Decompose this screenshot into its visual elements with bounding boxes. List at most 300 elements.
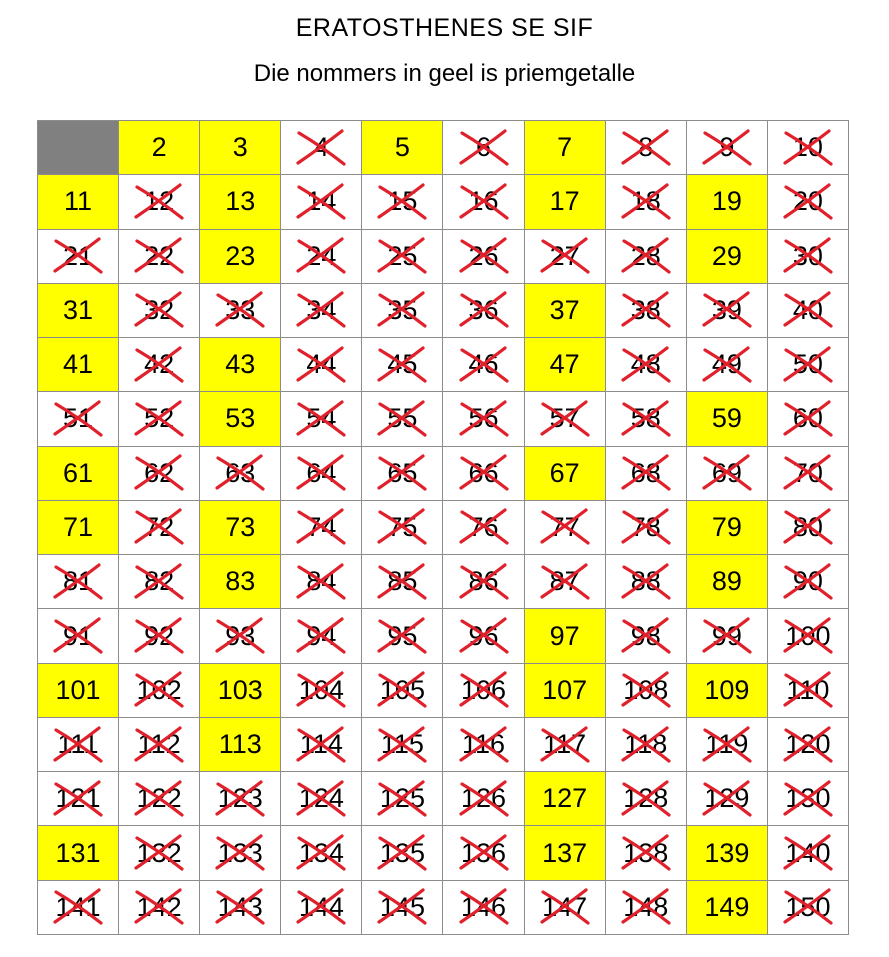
cell-number: 26	[468, 240, 499, 271]
grid-cell-crossed	[38, 555, 119, 609]
grid-cell-crossed	[362, 175, 443, 229]
cell-number: 74	[306, 511, 337, 542]
cell-number: 31	[63, 294, 94, 325]
cell-number: 116	[462, 729, 506, 760]
grid-cell-crossed	[362, 392, 443, 446]
cell-number: 125	[379, 783, 425, 814]
grid-cell-prime	[38, 284, 119, 338]
cell-number: 56	[468, 403, 499, 434]
cell-number: 143	[217, 891, 263, 922]
grid-cell-prime	[525, 121, 606, 175]
cell-number: 131	[55, 837, 101, 868]
grid-cell-crossed	[606, 230, 687, 284]
grid-cell-crossed	[606, 392, 687, 446]
cell-number: 73	[225, 511, 256, 542]
cell-number: 71	[63, 511, 94, 542]
cell-number: 34	[306, 294, 337, 325]
grid-cell-crossed	[443, 609, 524, 663]
cell-number: 115	[380, 729, 424, 760]
grid-cell-crossed	[687, 718, 768, 772]
grid-cell-crossed	[200, 772, 281, 826]
grid-cell-crossed	[281, 664, 362, 718]
grid-cell-crossed	[119, 826, 200, 880]
grid-cell-prime	[525, 664, 606, 718]
page-subtitle: Die nommers in geel is priemgetalle	[253, 60, 636, 87]
grid-cell-crossed	[119, 881, 200, 935]
cell-number: 67	[549, 457, 580, 488]
cell-number: 87	[549, 566, 580, 597]
grid-cell-crossed	[362, 826, 443, 880]
cell-number: 103	[217, 674, 263, 705]
cell-number: 36	[468, 294, 499, 325]
cell-number: 46	[468, 349, 499, 380]
cell-number: 81	[63, 566, 94, 597]
cell-number: 15	[387, 186, 418, 217]
cell-number: 85	[387, 566, 418, 597]
grid-cell-crossed	[768, 772, 849, 826]
grid-cell-prime	[687, 555, 768, 609]
cell-number: 49	[711, 349, 742, 380]
cell-number: 45	[387, 349, 418, 380]
cell-number: 3	[232, 132, 248, 163]
cell-number: 100	[785, 620, 831, 651]
cell-number: 141	[55, 891, 101, 922]
grid-cell-crossed	[443, 175, 524, 229]
grid-cell-crossed	[606, 447, 687, 501]
grid-cell-crossed	[768, 338, 849, 392]
grid-cell-blank	[38, 121, 119, 175]
cell-number: 105	[379, 674, 425, 705]
cell-number: 119	[705, 729, 749, 760]
cell-number: 47	[549, 349, 580, 380]
cell-number: 126	[461, 783, 507, 814]
grid-cell-prime	[200, 718, 281, 772]
cell-number: 139	[704, 837, 750, 868]
grid-cell-crossed	[606, 175, 687, 229]
grid-cell-crossed	[606, 338, 687, 392]
page-title: ERATOSTHENES SE SIF	[295, 14, 594, 42]
cell-number: 52	[144, 403, 175, 434]
grid-cell-crossed	[281, 609, 362, 663]
cell-number: 106	[461, 674, 507, 705]
grid-cell-crossed	[362, 664, 443, 718]
cell-number: 70	[792, 457, 823, 488]
grid-cell-crossed	[119, 501, 200, 555]
sieve-grid	[37, 120, 849, 935]
cell-number: 102	[136, 674, 182, 705]
cell-number: 2	[151, 132, 167, 163]
grid-cell-crossed	[606, 284, 687, 338]
grid-cell-crossed	[606, 826, 687, 880]
grid-cell-crossed	[119, 664, 200, 718]
grid-cell-prime	[687, 175, 768, 229]
cell-number: 30	[792, 240, 823, 271]
grid-cell-crossed	[606, 718, 687, 772]
cell-number: 90	[792, 566, 823, 597]
grid-cell-prime	[687, 392, 768, 446]
cell-number: 62	[144, 457, 175, 488]
grid-cell-crossed	[606, 609, 687, 663]
grid-cell-crossed	[443, 447, 524, 501]
cell-number: 148	[623, 891, 669, 922]
grid-cell-prime	[38, 175, 119, 229]
cell-number: 89	[711, 566, 742, 597]
cell-number: 136	[461, 837, 507, 868]
grid-cell-prime	[38, 826, 119, 880]
cell-number: 78	[630, 511, 661, 542]
cell-number: 16	[468, 186, 499, 217]
grid-cell-prime	[687, 826, 768, 880]
cell-number: 40	[792, 294, 823, 325]
grid-cell-prime	[200, 392, 281, 446]
grid-cell-prime	[200, 338, 281, 392]
cell-number: 19	[711, 186, 742, 217]
cell-number: 109	[704, 674, 750, 705]
cell-number: 41	[63, 349, 94, 380]
grid-cell-crossed	[687, 609, 768, 663]
grid-cell-crossed	[606, 555, 687, 609]
grid-cell-crossed	[200, 447, 281, 501]
grid-cell-prime	[525, 284, 606, 338]
grid-cell-prime	[362, 121, 443, 175]
grid-cell-crossed	[119, 555, 200, 609]
cell-number: 20	[792, 186, 823, 217]
cell-number: 114	[299, 729, 343, 760]
grid-cell-crossed	[525, 718, 606, 772]
cell-number: 117	[543, 729, 587, 760]
cell-number: 57	[549, 403, 580, 434]
cell-number: 7	[557, 132, 573, 163]
cell-number: 120	[785, 729, 831, 760]
cell-number: 5	[394, 132, 410, 163]
cell-number: 72	[144, 511, 175, 542]
cell-number: 111	[57, 729, 99, 760]
cell-number: 130	[785, 783, 831, 814]
cell-number: 60	[792, 403, 823, 434]
grid-cell-crossed	[362, 772, 443, 826]
grid-cell-crossed	[443, 121, 524, 175]
grid-cell-prime	[200, 230, 281, 284]
grid-cell-prime	[200, 501, 281, 555]
grid-cell-crossed	[687, 447, 768, 501]
grid-cell-crossed	[281, 772, 362, 826]
cell-number: 53	[225, 403, 256, 434]
cell-number: 138	[623, 837, 669, 868]
grid-cell-prime	[525, 772, 606, 826]
cell-number: 24	[306, 240, 337, 271]
grid-cell-prime	[200, 121, 281, 175]
grid-cell-crossed	[38, 718, 119, 772]
cell-number: 75	[387, 511, 418, 542]
cell-number: 86	[468, 566, 499, 597]
cell-number: 128	[623, 783, 669, 814]
cell-number: 63	[225, 457, 256, 488]
cell-number: 65	[387, 457, 418, 488]
grid-cell-crossed	[119, 609, 200, 663]
grid-cell-crossed	[200, 881, 281, 935]
cell-number: 121	[55, 783, 101, 814]
grid-cell-prime	[200, 175, 281, 229]
grid-cell-crossed	[606, 501, 687, 555]
cell-number: 43	[225, 349, 256, 380]
cell-number: 59	[711, 403, 742, 434]
grid-cell-crossed	[119, 718, 200, 772]
cell-number: 80	[792, 511, 823, 542]
grid-cell-crossed	[362, 284, 443, 338]
cell-number: 124	[298, 783, 344, 814]
grid-cell-crossed	[119, 772, 200, 826]
cell-number: 79	[711, 511, 742, 542]
grid-cell-crossed	[281, 881, 362, 935]
grid-cell-crossed	[443, 501, 524, 555]
grid-cell-prime	[525, 826, 606, 880]
cell-number: 118	[624, 729, 668, 760]
cell-number: 37	[549, 294, 580, 325]
grid-cell-prime	[525, 175, 606, 229]
cell-number: 22	[144, 240, 175, 271]
cell-number: 108	[623, 674, 669, 705]
grid-cell-prime	[119, 121, 200, 175]
grid-cell-crossed	[281, 555, 362, 609]
grid-cell-crossed	[443, 284, 524, 338]
grid-cell-crossed	[281, 175, 362, 229]
cell-number: 42	[144, 349, 175, 380]
cell-number: 113	[218, 729, 262, 760]
cell-number: 29	[711, 240, 742, 271]
cell-number: 44	[306, 349, 337, 380]
cell-number: 68	[630, 457, 661, 488]
cell-number: 38	[630, 294, 661, 325]
cell-number: 27	[549, 240, 580, 271]
grid-cell-crossed	[362, 501, 443, 555]
grid-cell-crossed	[443, 664, 524, 718]
grid-cell-prime	[687, 230, 768, 284]
cell-number: 32	[144, 294, 175, 325]
grid-cell-crossed	[443, 230, 524, 284]
grid-cell-crossed	[38, 230, 119, 284]
grid-cell-crossed	[768, 664, 849, 718]
cell-number: 134	[298, 837, 344, 868]
grid-cell-crossed	[200, 609, 281, 663]
cell-number: 142	[136, 891, 182, 922]
grid-cell-crossed	[281, 826, 362, 880]
cell-number: 4	[313, 132, 329, 163]
grid-cell-crossed	[768, 121, 849, 175]
grid-cell-crossed	[768, 284, 849, 338]
cell-number: 48	[630, 349, 661, 380]
cell-number: 95	[387, 620, 418, 651]
cell-number: 133	[217, 837, 263, 868]
cell-number: 18	[630, 186, 661, 217]
grid-cell-crossed	[606, 121, 687, 175]
cell-number: 76	[468, 511, 499, 542]
cell-number: 6	[476, 132, 492, 163]
grid-cell-crossed	[525, 501, 606, 555]
cell-number: 66	[468, 457, 499, 488]
cell-number: 137	[542, 837, 588, 868]
cell-number: 149	[704, 891, 750, 922]
grid-cell-crossed	[443, 338, 524, 392]
cell-number: 13	[225, 186, 256, 217]
grid-cell-crossed	[443, 555, 524, 609]
grid-cell-crossed	[38, 609, 119, 663]
cell-number: 54	[306, 403, 337, 434]
grid-cell-prime	[38, 338, 119, 392]
grid-cell-prime	[38, 501, 119, 555]
cell-number: 88	[630, 566, 661, 597]
grid-cell-crossed	[281, 447, 362, 501]
grid-cell-crossed	[119, 338, 200, 392]
cell-number: 28	[630, 240, 661, 271]
cell-number: 110	[786, 674, 830, 705]
grid-cell-prime	[525, 609, 606, 663]
cell-number: 64	[306, 457, 337, 488]
cell-number: 83	[225, 566, 256, 597]
grid-cell-crossed	[443, 772, 524, 826]
grid-cell-crossed	[768, 881, 849, 935]
cell-number: 127	[542, 783, 588, 814]
cell-number: 39	[711, 294, 742, 325]
grid-cell-crossed	[525, 881, 606, 935]
grid-cell-crossed	[38, 772, 119, 826]
cell-number: 147	[542, 891, 588, 922]
grid-cell-crossed	[768, 175, 849, 229]
grid-cell-crossed	[281, 121, 362, 175]
grid-cell-crossed	[768, 826, 849, 880]
grid-cell-crossed	[606, 881, 687, 935]
cell-number: 129	[704, 783, 750, 814]
grid-cell-crossed	[525, 230, 606, 284]
grid-cell-prime	[525, 447, 606, 501]
grid-cell-crossed	[606, 664, 687, 718]
cell-number: 77	[549, 511, 580, 542]
grid-cell-crossed	[119, 175, 200, 229]
grid-cell-crossed	[119, 230, 200, 284]
grid-cell-crossed	[525, 392, 606, 446]
grid-cell-prime	[525, 338, 606, 392]
grid-cell-crossed	[443, 826, 524, 880]
grid-cell-crossed	[119, 284, 200, 338]
cell-number: 12	[144, 186, 175, 217]
cell-number: 140	[785, 837, 831, 868]
grid-cell-crossed	[687, 772, 768, 826]
grid-cell-crossed	[768, 230, 849, 284]
grid-cell-crossed	[281, 284, 362, 338]
grid-cell-crossed	[768, 447, 849, 501]
cell-number: 33	[225, 294, 256, 325]
grid-cell-crossed	[281, 501, 362, 555]
cell-number: 10	[792, 132, 823, 163]
cell-number: 144	[298, 891, 344, 922]
grid-cell-crossed	[443, 718, 524, 772]
grid-cell-crossed	[606, 772, 687, 826]
cell-number: 61	[63, 457, 94, 488]
grid-cell-crossed	[362, 718, 443, 772]
cell-number: 9	[719, 132, 735, 163]
cell-number: 92	[144, 620, 175, 651]
grid-cell-prime	[687, 664, 768, 718]
cell-number: 82	[144, 566, 175, 597]
cell-number: 97	[549, 620, 580, 651]
grid-cell-crossed	[687, 338, 768, 392]
cell-number: 91	[63, 620, 94, 651]
cell-number: 94	[306, 620, 337, 651]
grid-cell-prime	[687, 501, 768, 555]
cell-number: 104	[298, 674, 344, 705]
grid-cell-crossed	[768, 392, 849, 446]
grid-cell-crossed	[443, 392, 524, 446]
grid-cell-crossed	[362, 881, 443, 935]
cell-number: 123	[217, 783, 263, 814]
grid-cell-crossed	[200, 826, 281, 880]
cell-number: 107	[542, 674, 588, 705]
cell-number: 150	[785, 891, 831, 922]
cell-number: 11	[64, 186, 93, 217]
grid-cell-prime	[38, 447, 119, 501]
grid-cell-crossed	[281, 392, 362, 446]
cell-number: 93	[225, 620, 256, 651]
grid-cell-crossed	[768, 501, 849, 555]
grid-cell-crossed	[362, 555, 443, 609]
grid-cell-crossed	[768, 555, 849, 609]
grid-cell-crossed	[200, 284, 281, 338]
cell-number: 21	[63, 240, 94, 271]
grid-cell-crossed	[362, 609, 443, 663]
cell-number: 50	[792, 349, 823, 380]
grid-cell-prime	[200, 555, 281, 609]
cell-number: 98	[630, 620, 661, 651]
grid-cell-crossed	[119, 447, 200, 501]
cell-number: 17	[549, 186, 580, 217]
cell-number: 96	[468, 620, 499, 651]
grid-cell-crossed	[38, 881, 119, 935]
cell-number: 132	[136, 837, 182, 868]
cell-number: 51	[63, 403, 94, 434]
grid-cell-crossed	[768, 718, 849, 772]
cell-number: 55	[387, 403, 418, 434]
grid-cell-crossed	[768, 609, 849, 663]
cell-number: 122	[136, 783, 182, 814]
grid-cell-crossed	[362, 230, 443, 284]
grid-cell-crossed	[525, 555, 606, 609]
grid-cell-prime	[200, 664, 281, 718]
cell-number: 25	[387, 240, 418, 271]
grid-cell-crossed	[281, 230, 362, 284]
grid-cell-crossed	[281, 338, 362, 392]
grid-cell-crossed	[443, 881, 524, 935]
grid-cell-prime	[687, 881, 768, 935]
cell-number: 14	[306, 186, 337, 217]
grid-cell-crossed	[687, 121, 768, 175]
cell-number: 112	[137, 729, 181, 760]
grid-cell-crossed	[281, 718, 362, 772]
grid-cell-crossed	[119, 392, 200, 446]
cell-number: 35	[387, 294, 418, 325]
cell-number: 101	[55, 674, 101, 705]
grid-cell-crossed	[362, 338, 443, 392]
grid-cell-crossed	[362, 447, 443, 501]
cell-number: 69	[711, 457, 742, 488]
grid-cell-crossed	[687, 284, 768, 338]
grid-cell-prime	[38, 664, 119, 718]
cell-number: 8	[638, 132, 654, 163]
cell-number: 58	[630, 403, 661, 434]
cell-number: 146	[461, 891, 507, 922]
cell-number: 23	[225, 240, 256, 271]
grid-cell-crossed	[38, 392, 119, 446]
cell-number: 145	[379, 891, 425, 922]
cell-number: 99	[711, 620, 742, 651]
